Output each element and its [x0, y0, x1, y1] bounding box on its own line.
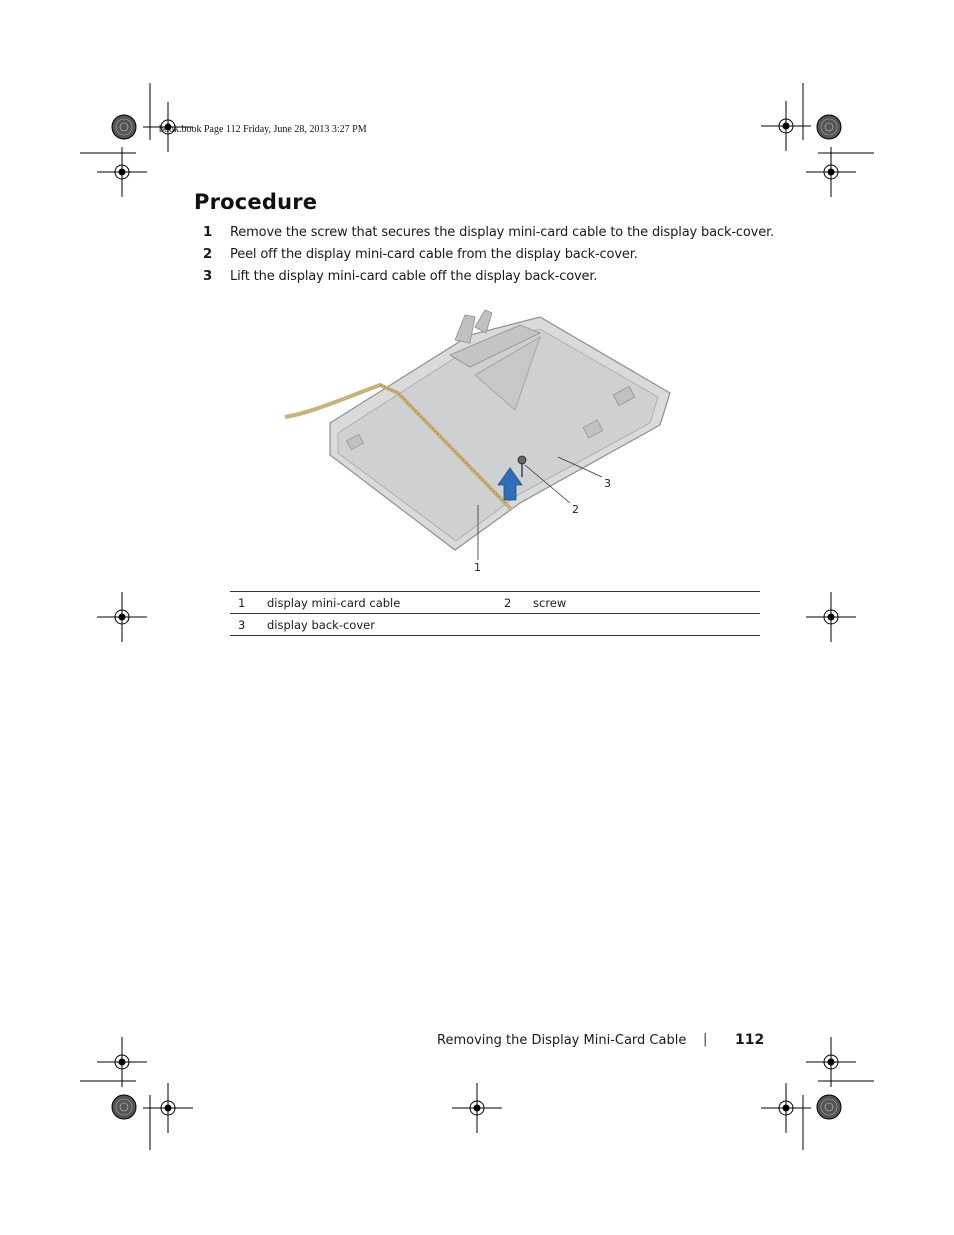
step-item: [203, 268, 783, 290]
crosshair-icon: [97, 592, 147, 642]
crosshair-icon: [97, 1037, 147, 1087]
step-number: 3: [203, 269, 213, 284]
crosshair-icon: [806, 147, 856, 197]
step-text: Peel off the display mini-card cable from the display back-cover.: [230, 247, 638, 262]
callout-3: 3: [604, 477, 611, 490]
table-row: [230, 614, 760, 636]
crosshair-icon: [97, 147, 147, 197]
page-number: 112: [735, 1032, 765, 1048]
crosshair-icon: [806, 592, 856, 642]
step-item: [203, 246, 783, 268]
legend-number: 3: [238, 618, 246, 632]
footer-separator: |: [703, 1032, 708, 1047]
step-text: Remove the screw that secures the display mini-card cable to the display back-cover.: [230, 225, 775, 240]
legend-table: [230, 591, 760, 636]
table-row: [230, 591, 760, 614]
legend-label: screw: [533, 596, 567, 610]
legend-label: display back-cover: [267, 618, 375, 632]
crosshair-icon: [806, 1037, 856, 1087]
print-header: book.book Page 112 Friday, June 28, 2013 3:27 PM: [159, 124, 367, 135]
callout-2: 2: [572, 503, 579, 516]
page-title: Procedure: [194, 190, 318, 214]
step-number: 1: [203, 225, 213, 240]
callout-1: 1: [474, 561, 481, 574]
rosette-icon: [817, 1095, 841, 1119]
legend-label: display mini-card cable: [267, 596, 401, 610]
legend-number: 1: [238, 596, 246, 610]
step-number: 2: [203, 247, 213, 262]
rosette-icon: [112, 115, 136, 139]
step-item: [203, 224, 783, 246]
procedure-steps: [203, 224, 783, 290]
rosette-icon: [112, 1095, 136, 1119]
back-cover-illustration: [280, 305, 700, 580]
rosette-icon: [817, 115, 841, 139]
crosshair-icon: [452, 1083, 502, 1133]
step-text: Lift the display mini-card cable off the display back-cover.: [230, 269, 598, 284]
footer-section-title: Removing the Display Mini-Card Cable: [437, 1033, 687, 1048]
legend-number: 2: [504, 596, 512, 610]
